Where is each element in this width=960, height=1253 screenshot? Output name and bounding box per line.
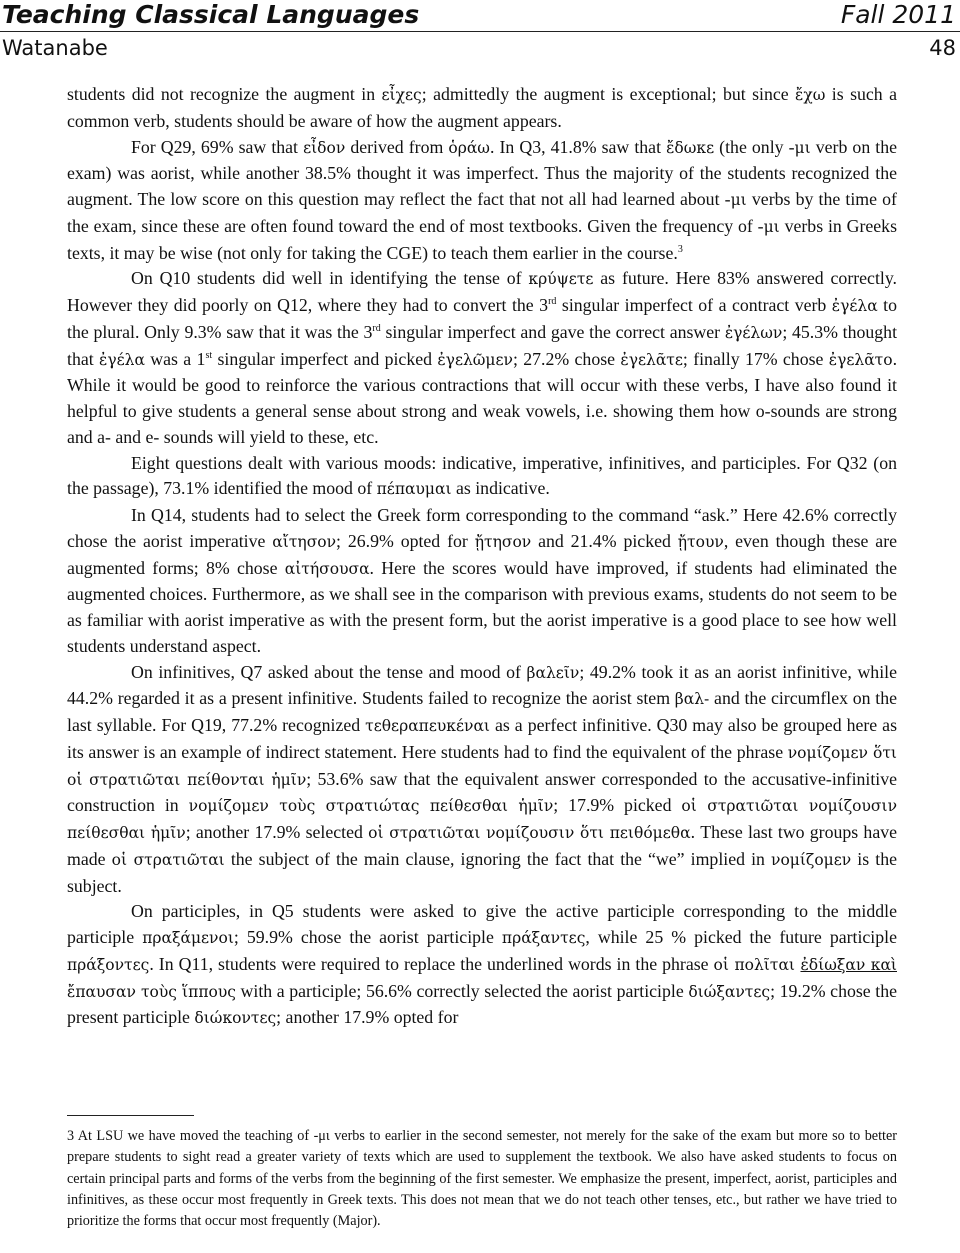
paragraph — [67, 266, 897, 450]
text-run: singular imperfect and picked — [212, 348, 438, 369]
greek-word: πραξάμενοι — [142, 929, 234, 947]
superscript: 3 — [677, 243, 683, 255]
text-run: ; 53.6% saw that the equivalent answer corresponded to the accusative-infinitive construction in — [67, 768, 898, 816]
text-run: . These last two groups have made — [67, 822, 898, 869]
text-run: ; 26.9% opted for — [336, 530, 475, 551]
text-run: , even though these are augmented forms; 8% chose — [67, 530, 898, 578]
paragraph — [67, 660, 897, 900]
greek-word: αἰτήσουσα — [284, 559, 370, 578]
text-run: to the plural. Only 9.3% saw that it was the 3 — [67, 295, 898, 342]
text-run: and 21.4% picked — [531, 530, 678, 551]
greek-word: ἔχω — [795, 86, 826, 104]
text-run: with a participle; 56.6% correctly selected the aorist participle — [235, 980, 689, 1001]
greek-word: εἶχες — [381, 86, 422, 104]
text-run: singular imperfect of a contract verb — [556, 295, 832, 315]
text-run: and the circumflex on the last syllable. For Q19, 77.2% recognized — [67, 688, 898, 735]
text-run: derived from — [345, 136, 449, 157]
text-run: as a perfect infinitive. Q30 may also be grouped here as its answer is an example of indirect statement. Here students had to find the equivalent of the phrase — [67, 715, 897, 762]
text-run: ; 59.9% chose the aorist participle — [233, 927, 502, 947]
greek-word: ἐδίωξαν καὶ — [800, 955, 897, 974]
greek-word: ἐγελᾶτο — [828, 350, 893, 369]
greek-word: μι — [794, 138, 811, 157]
text-run: singular imperfect and gave the correct answer — [380, 321, 725, 342]
greek-word: νομίζομεν τοὺς στρατιώτας πείθεσθαι ἡμῖν — [188, 797, 554, 816]
greek-word: ἔδωκε — [666, 138, 715, 157]
text-run: verb on the exam) was aorist, while another 38.5% thought it was imperfect. Thus the majority of the students recognized the augment. The low score on this question may reflect the fact that not all had learned about - — [67, 136, 898, 209]
text-run: is such a common verb, students should be aware of how the augment appears. — [67, 84, 897, 131]
text-run: ; 19.2% chose the present participle — [67, 980, 897, 1028]
greek-word: τεθεραπευκέναι — [365, 717, 490, 735]
greek-word: βαλεῖν — [526, 663, 580, 682]
greek-word: οἱ στρατιῶται — [111, 850, 225, 869]
greek-word: νομίζομεν — [771, 850, 852, 869]
greek-word: πράξαντες — [501, 929, 586, 947]
greek-word: ἔπαυσαν τοὺς ἵππους — [67, 982, 236, 1001]
text-run: students did not recognize the augment in — [67, 84, 382, 104]
greek-word: ἐγελᾶτε — [620, 350, 683, 369]
text-run: was a 1 — [144, 348, 206, 369]
greek-word: ᾔτησον — [474, 532, 532, 551]
greek-word: νομίζομεν ὅτι οἱ στρατιῶται πείθονται ἡμῖν — [67, 743, 898, 789]
text-run: On infinitives, Q7 asked about the tense and mood of — [131, 661, 527, 682]
greek-word: κρύψετε — [528, 270, 594, 289]
text-run: is the subject. — [67, 848, 897, 896]
text-run: . In Q11, students were required to replace the underlined words in the phrase — [149, 953, 714, 974]
greek-word: ἐγέλα — [831, 297, 878, 315]
text-run: ; finally 17% chose — [682, 348, 829, 369]
text-run: ; admittedly the augment is exceptional; but since — [421, 84, 796, 104]
journal-title: Teaching Classical Languages — [2, 0, 420, 29]
text-run: ; 27.2% chose — [512, 348, 621, 369]
greek-word: οἱ στρατιῶται νομίζουσιν ὅτι πειθόμεθα — [368, 824, 691, 842]
greek-word: ἐγελῶμεν — [437, 350, 513, 369]
text-run: On participles, in Q5 students were asked to give the active participle corresponding to the middle participle — [67, 901, 897, 947]
greek-word: οἱ πολῖται — [713, 955, 801, 974]
footnote-rule — [67, 1115, 194, 1116]
greek-word: πράξοντες — [67, 955, 150, 974]
paragraph — [67, 899, 897, 1032]
text-run: Eight questions dealt with various moods: indicative, imperative, infinitives, and participles. For Q32 (on the passage), 73.1% identified the mood of — [67, 452, 897, 499]
header-rule — [0, 31, 960, 32]
greek-word: βαλ- — [674, 690, 710, 709]
author-name: Watanabe — [2, 36, 108, 60]
text-run: ; 49.2% took it as an aorist infinitive, while 44.2% regarded it as a present infinitive. Students failed to recognize the aorist stem — [67, 661, 897, 709]
greek-word: πέπαυμαι — [376, 480, 452, 499]
issue-season: Fall 2011 — [840, 0, 956, 29]
text-run: . In Q3, 41.8% saw that — [489, 136, 667, 157]
greek-word: μι — [730, 191, 747, 209]
greek-word: ἐγέλα — [99, 350, 145, 369]
greek-word: μι — [763, 217, 780, 236]
paragraph — [67, 135, 897, 267]
page-number: 48 — [929, 36, 956, 60]
greek-word: ὁράω — [448, 138, 490, 157]
text-run: ; another 17.9% selected — [185, 822, 369, 842]
superscript: rd — [372, 322, 381, 334]
superscript: rd — [548, 296, 557, 308]
text-run: as future. Here 83% answered correctly. However they did poorly on Q12, where they had to convert the 3 — [67, 268, 898, 315]
text-run: ; another 17.9% opted for — [276, 1007, 459, 1028]
text-run: verbs by the time of the exam, since these are often found toward the end of most textbooks. Given the frequency of - — [67, 189, 897, 236]
paragraph — [67, 82, 897, 135]
greek-word: ἐγέλων — [724, 323, 783, 342]
text-run: verbs in Greeks texts, it may be wise (not only for taking the CGE) to teach them earlier in the course. — [67, 215, 897, 263]
greek-word: διώκοντες — [194, 1009, 277, 1028]
text-run: the subject of the main clause, ignoring the fact that the “we” implied in — [224, 848, 772, 869]
text-run: ; 45.3% thought that — [67, 321, 898, 369]
paragraph — [67, 503, 897, 660]
text-run: (the only - — [714, 136, 795, 157]
greek-word: αἴτησον — [272, 532, 337, 551]
greek-word: ᾔτουν — [677, 532, 724, 551]
greek-word: οἱ στρατιῶται νομίζουσιν πείθεσθαι ἡμῖν — [67, 797, 897, 842]
greek-word: διώξαντες — [688, 982, 771, 1001]
paragraph — [67, 451, 897, 504]
text-run: , while 25 % picked the future participle — [585, 927, 897, 947]
text-run: ; 17.9% picked — [553, 795, 682, 816]
footnote: 3 At LSU we have moved the teaching of -μι verbs to earlier in the second semester, not merely for the sake of the exam but more so to better prepare students to sight read a greater variety of texts which are used to supplement the textbook. We also have asked students to focus on certain principal parts and forms of the verbs from the beginning of the first semester. We emphasize the present, imperfect, aorist, participles and infinitives, as these occur most frequently in Greek texts. This does not mean that we do not teach other tenses, etc., but rather we have tried to prioritize the forms that occur most frequently (Major). — [67, 1128, 897, 1230]
text-run: On Q10 students did well in identifying the tense of — [131, 268, 529, 289]
superscript: st — [205, 349, 213, 361]
text-run: In Q14, students had to select the Greek form corresponding to the command “ask.” Here 42.6% correctly chose the aorist imperative — [67, 505, 897, 551]
text-run: as indicative. — [451, 478, 550, 499]
text-run: For Q29, 69% saw that — [131, 136, 304, 157]
greek-word: εἶδον — [303, 138, 346, 157]
body-text — [67, 82, 897, 1032]
text-run: . Here the scores would have improved, if students had eliminated the augmented choices. Furthermore, as we shall see in the comparison with previous exams, students do not seem to be as familiar with aorist imperative as with the present form, but the aorist imperative is a good place to see how well students understand aspect. — [67, 557, 897, 656]
text-run: . While it would be good to reinforce the various contractions that will occur with these verbs, I have also found it helpful to give students a general sense about strong and weak vowels, i.e. showing them how o-sounds are strong and a- and e- sounds will yield to these, etc. — [67, 348, 898, 447]
